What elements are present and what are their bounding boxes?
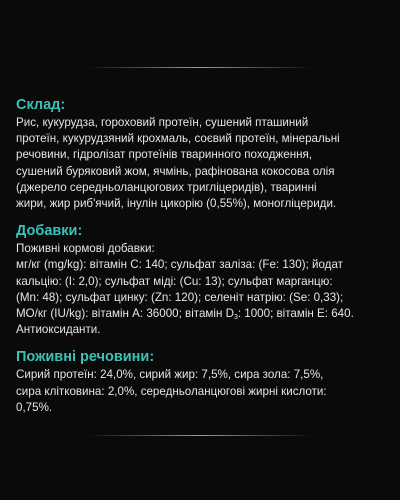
composition-text: Рис, кукурудза, гороховий протеїн, сушений пташиний протеїн, кукурудзяний крохмаль, соєвий протеїн, мінеральні речовини, гідролізат протеїнів тваринного походження, сушений буряковий жом, ячмінь, рафінована кокосова олія (джерело середньоланцюгових тригліцеридів), тваринні жири, жир риб'ячий, інулін цикорію (0,55%), моногліцериди. [16,116,340,211]
top-gold-divider [86,67,314,68]
vitamin-line: МО/кг (IU/kg): вітамін А: 36000; вітамін $D_3$: 1000; вітамін Е: 640. [16,307,354,322]
nutrients-section [16,348,388,416]
nutrients-text: Сирий протеїн: 24,0%, сирий жир: 7,5%, сира зола: 7,5%, сира клітковина: 2,0%, середньоланцюгові жирні кислоти: 0,75%. [16,368,327,414]
product-info [16,96,388,426]
nutrients-heading: Поживні речовини: [16,349,155,366]
composition-heading: Склад: [16,97,66,113]
composition-section [16,96,388,212]
additives-heading: Добавки: [16,223,83,240]
bottom-gold-divider [86,435,314,436]
additives-text: Поживні кормові добавки: мг/кг (mg/kg): вітамін С: 140; сульфат заліза: (Fe: 130); йодат кальцію: (I: 2,0); сульфат міді: (Cu: 13); сульфат марганцю: (Mn: 48); сульфат цинку: (Zn: 120); селеніт натрію: (Se: 0,33); МО/кг (IU/kg): вітамін А: 36000; вітамін $D_3$: 1000; вітамін Е: 640. Антиоксиданти. [16,242,354,337]
additives-section [16,222,388,338]
